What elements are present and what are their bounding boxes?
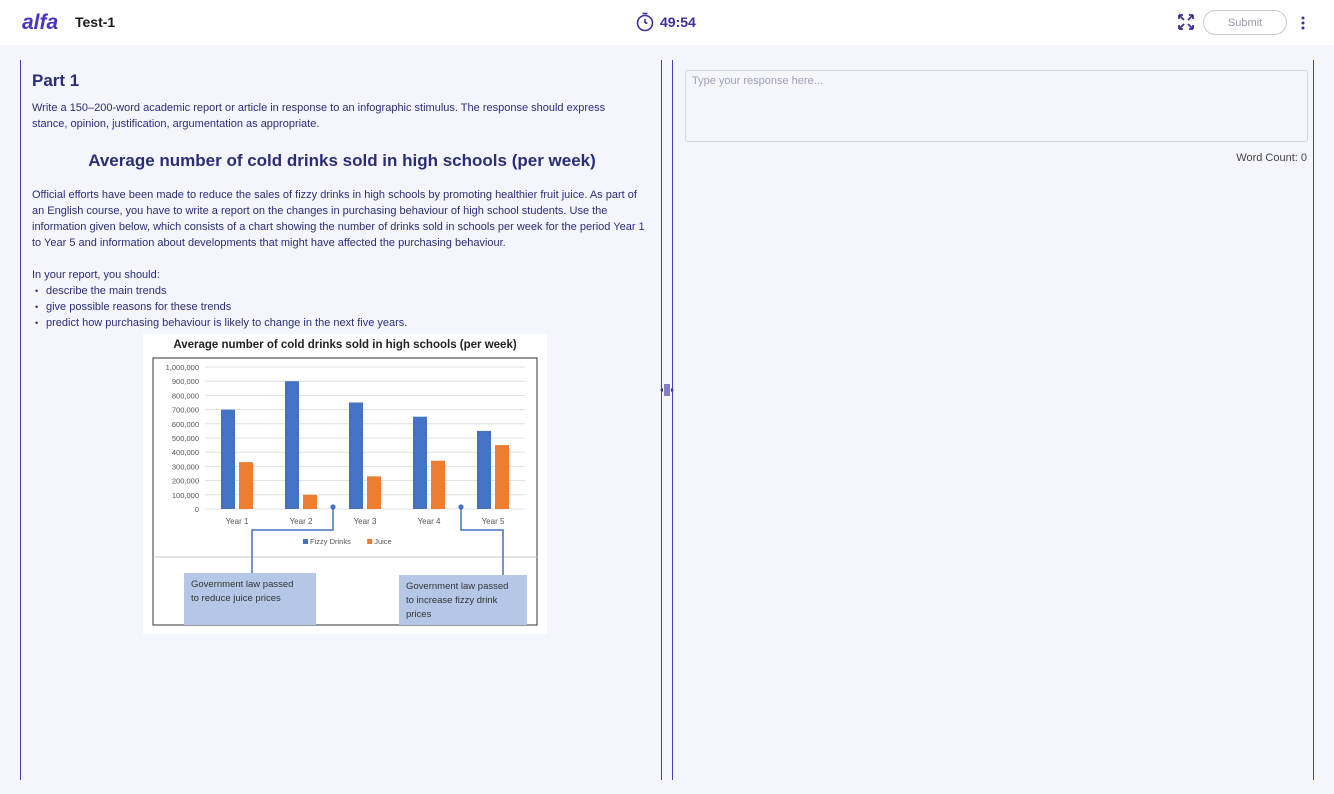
requirements <box>32 267 647 331</box>
question-pane <box>20 60 662 780</box>
y-tick-label: 500,000 <box>171 434 199 443</box>
submit-button[interactable]: Submit <box>1203 10 1287 35</box>
legend-swatch <box>303 539 308 544</box>
bar-juice <box>303 495 317 509</box>
x-tick-label: Year 5 <box>481 517 505 526</box>
part-title: Part 1 <box>32 71 80 90</box>
annotation-text: to reduce juice prices <box>191 593 281 604</box>
fullscreen-icon[interactable] <box>1177 13 1195 31</box>
report-intro: In your report, you should: <box>32 269 160 281</box>
timer <box>636 12 696 32</box>
stopwatch-icon <box>636 12 654 32</box>
y-tick-label: 800,000 <box>171 391 199 401</box>
top-bar <box>0 0 1334 45</box>
chart-legend <box>303 537 392 546</box>
requirements-list <box>32 283 647 331</box>
requirement-item: • give possible reasons for these trends <box>32 299 647 315</box>
bar-fizzy-drinks <box>221 410 235 509</box>
infographic <box>143 334 547 634</box>
requirement-item: • predict how purchasing behaviour is likely to change in the next five years. <box>32 315 647 331</box>
task-heading: Average number of cold drinks sold in high schools (per week) <box>88 151 596 170</box>
answer-pane <box>672 60 1314 780</box>
main-content <box>0 45 1334 794</box>
task-description: Official efforts have been made to reduce the sales of fizzy drinks in high schools by promoting healthier fruit juice. As part of an English course, you have to write a report on the changes in purchasing behaviour of high school students. Use the information given below, which consists of a chart showing the number of drinks sold in schools per week for the period Year 1 to Year 5 and information about developments that might have affected the purchasing behaviour. <box>32 189 645 249</box>
instructions: Write a 150–200-word academic report or article in response to an infographic stimulus. The response should express stance, opinion, justification, argumentation as appropriate. <box>32 102 606 130</box>
y-tick-label: 300,000 <box>171 462 199 472</box>
requirement-item: • describe the main trends <box>32 283 647 299</box>
y-tick-label: 100,000 <box>171 490 199 500</box>
annotation-text: Government law passed <box>406 581 509 592</box>
x-tick-label: Year 2 <box>289 517 313 526</box>
x-tick-label: Year 4 <box>417 517 441 526</box>
y-tick-label: 600,000 <box>171 419 199 429</box>
y-tick-label: 1,000,000 <box>165 363 199 372</box>
more-options-icon[interactable] <box>1297 14 1309 32</box>
y-tick-label: 700,000 <box>171 405 199 415</box>
x-tick-label: Year 3 <box>353 517 377 526</box>
bar-juice <box>431 461 445 509</box>
bar-fizzy-drinks <box>477 431 491 509</box>
legend-swatch <box>367 539 372 544</box>
svg-text:alfa: alfa <box>22 11 59 34</box>
bar-fizzy-drinks <box>413 417 427 509</box>
word-count: Word Count: 0 <box>1236 152 1307 164</box>
y-tick-label: 400,000 <box>171 448 199 458</box>
task-body <box>32 187 647 251</box>
alfa-logo <box>22 10 62 34</box>
y-tick-label: 200,000 <box>171 476 199 486</box>
x-tick-label: Year 1 <box>225 517 249 526</box>
y-tick-label: 0 <box>194 505 199 514</box>
bar-juice <box>367 476 381 509</box>
bar-fizzy-drinks <box>349 403 363 510</box>
annotation-text: Government law passed <box>191 579 294 590</box>
response-input[interactable] <box>685 70 1308 142</box>
y-tick-label: 900,000 <box>171 377 199 387</box>
timer-text: 49:54 <box>660 14 696 30</box>
test-title: Test-1 <box>75 14 116 30</box>
chart-title: Average number of cold drinks sold in high schools (per week) <box>173 339 517 351</box>
legend-label: Fizzy Drinks <box>310 537 351 546</box>
legend-label: Juice <box>374 537 392 546</box>
annotation-text: prices <box>406 609 432 620</box>
bar-fizzy-drinks <box>285 381 299 509</box>
annotation-text: to increase fizzy drink <box>406 595 498 606</box>
bar-juice <box>239 462 253 509</box>
bar-juice <box>495 445 509 509</box>
bar-chart <box>143 334 547 634</box>
